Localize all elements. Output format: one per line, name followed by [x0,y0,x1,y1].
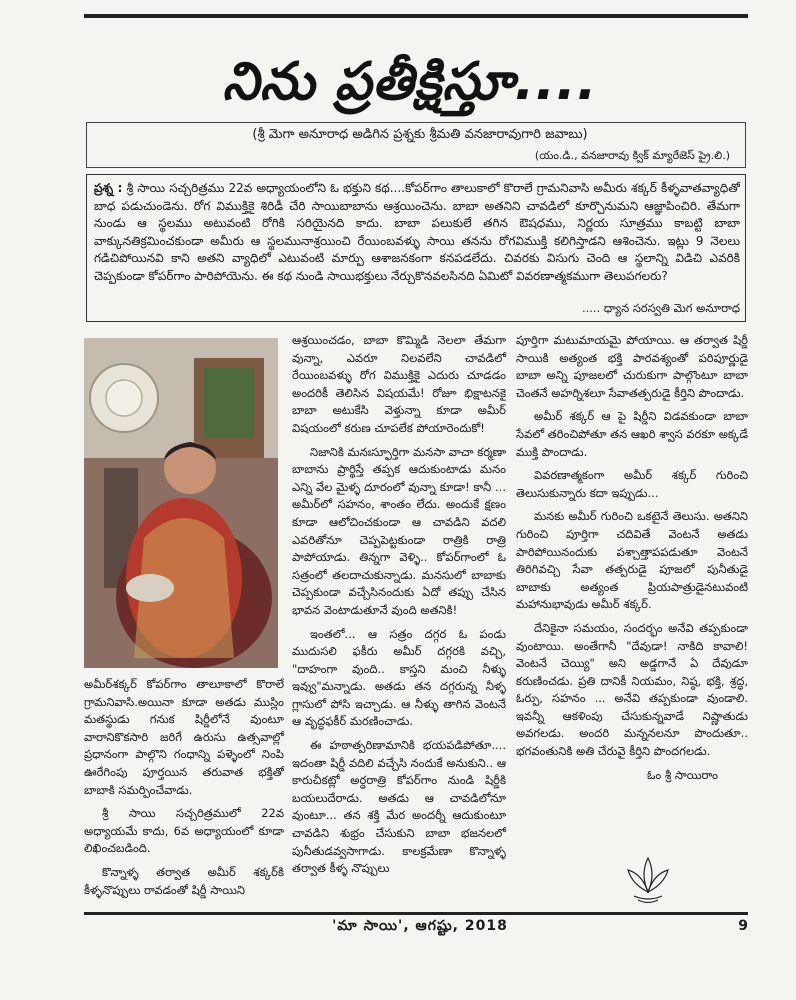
question-label: ప్రశ్న : [94,181,123,195]
paragraph: దేనికైనా సమయం, సందర్భం అనేవి తప్పకుండా వుంటాయి. అంతేగానీ "దేవుడా! నాకిది కావాలి! వెంటనే చెయ్యి" అని అడ్డగానే ఏ దేవుడూ కరుణించడు. ప్రతి దానికీ నియమం, నిష్ఠ, భక్తి, శ్రద్ధ, ఓర్పు, సహనం ... అనేవి తప్పకుండా వుండాలి. ఇవన్నీ ఆకళింపు చేసుకున్నవాడే నిష్ణాతుడు అవగలడు. అందరి మన్ననలనూ పొందుతూ.. భగవంతునికి అతి చేరువై కీర్తిని పొందగలడు. [516,620,748,759]
paragraph: పూర్తిగా మటుమాయమై పోయాయి. ఆ తర్వాత షిర్డీ సాయికి అత్యంత భక్తి పారవశ్యంతో పరిపూర్ణుడై బాబా అన్ని పూజలలో చురుకుగా పాల్గొంటూ బాబా చెంతనే అహర్నిశలూ సేవాతత్పరుడై కీర్తిని పొందాడు. [516,333,748,400]
middle-column [292,332,506,884]
paragraph: శ్రీ సాయి సచ్చరిత్రములో 22వ అధ్యాయమే కాదు, 6వ అధ్యాయంలో కూడా లిఖించబడింది. [84,806,284,856]
question-body: శ్రీ సాయి సచ్చరిత్రము 22వ అధ్యాయంలోని ఓ భక్తుని కథ....కోపర్‌గాం తాలుకాలో కొరాలే గ్రామనివాసి అమీరు శక్కర్ కీళ్ళవాతవ్యాధితో బాధ పడుచుండెను. రోగ విముక్తికై శిరిడీ చేరి సాయిబాబాను ఆశ్రయించెను. బాబా అతనిని చావడిలో కూర్చొనుమని ఆజ్ఞాపించిరి. తేమగా నుండు ఆ స్థలము అటువంటి రోగికి సరియైనది కాదు. బాబా పలుకులే తగిన ఔషధము, నిర్ణయ సూత్రము కాబట్టి బాబా వాక్కునతిక్రమించకుండా అమీరు ఆ స్థలమునాశ్రయించి రేయింబవళ్ళు సాయి తనను రోగవిముక్తి కలిగిస్తాడని ఆశించెను. ఇట్లు 9 నెలలు గడిచిపోయినవి కాని అతని వ్యాధిలో ఎటువంటి మార్పు ఆశాజనకంగా కనపడలేదు. చివరకు విసుగు చెంది ఆ స్థలాన్ని విడిచి ఎవరికి చెప్పకుండా కోపర్‌గాం పారిపోయెను. ఈ కథ నుండి సాయిభక్తులు నేర్చుకొనవలసినది ఏమిటో వివరణాత్మకముగా తెలుపగలరు? [94,181,740,283]
page-number: 9 [738,918,748,934]
left-column [84,676,284,905]
question-text [94,180,740,285]
question-asker: ..... ధ్యాన సరస్వతి మెగ అనూరాధ [581,301,740,315]
byline-subtitle: (యం.డి., వనజారావు క్విక్ మ్యారేజెస్ ప్రై.లి.) [534,149,730,162]
paragraph: అమీర్ శక్కర్ ఆ పై షిర్డీని విడవకుండా బాబా సేవలో తరించిపోతూ తన ఆఖరి శ్వాస వరకూ అక్కడే ముక్తి పొందాడు. [516,409,748,459]
paragraph: మనకు అమీర్ గురించి ఒకటైనే తెలుసు. అతనిని గురించి పూర్తిగా చదివితే వెంటనే అతడు పారిపోయినందుకు పశ్చాత్తాపపడుతూ వెంటనే తిరిగివచ్చి సేవా తత్పరుడై పూజలో పునీతుడై బాబాకు అత్యంత ప్రియపాత్రుడైనటువంటి మహానుభావుడు అమీర్ శక్కర్. [516,509,748,612]
paragraph: వివరణాత్మకంగా అమీర్ శక్కర్ గురించి తెలుసుకున్నారు కదా ఇప్పుడు... [516,468,748,500]
article-title: నిను ప్రతీక్షిస్తూ.... [222,52,598,112]
paragraph: అమీర్‌శక్కర్ కోపర్‌గాం తాలూకాలో కొరాలే గ్రామనివాసి.అయినా కూడా అతడు ముస్లిం మతస్థుడు గనుక షిర్డీలోనే వుంటూ వారానికొకసారి జరిగే ఉరుసు ఉత్సవాల్లో ప్రధానంగా పాల్గొని గంధాన్ని పళ్ళెంలో నింపి ఊరేగింపు పూర్తయిన తరువాత భక్తితో బాబాకి సమర్పించేవాడు. [84,677,284,797]
paragraph: ఈ హఠాత్పరిణామానికి భయపడిపోతూ.... ఇదంతా షిర్డీ వదిలి వచ్చేసి నందుకే అనుకుని.. ఆ కారుచీకట్లో అర్ధరాత్రి కోపర్‌గాం నుండి షిర్డీకి బయలుదేరాడు. అతడు ఆ చావడిలోనూ వుంటూ... తన శక్తి మేర అందర్నీ ఆదుకుంటూ చావడిని శుభ్రం చేసుకుని బాబా భజనలలో పునీతుడవ్వసాగాడు. కాలక్రమేణా కొన్నాళ్ళ తర్వాత కీళ్ళ నొప్పులు [292,738,506,876]
paragraph: ఆశ్రయించడం, బాబా కొమ్మిడి నెలలా తేమగా వున్నా, ఎవరూ నిలవలేని చావడిలో రేయింబవళ్ళు రోగ విముక్తికై ఎదురు చూడడం అందరికీ తెలిసిన విషయమే! రోజూ భిక్షాటనకై బాబా అటుకేసి వెళ్తున్నా కూడా అమీర్ విషయంలో కరుణ చూపలేక పోయారెందుకో! [292,333,506,435]
byline: (శ్రీ మెగా అనూరాధ అడిగిన ప్రశ్నకు శ్రీమతి వనజారావుగారి జవాబు) [252,127,588,142]
paragraph: నిజానికి మనఃస్ఫూర్తిగా మనసా వాచా కర్మణా బాబాను ప్రార్థిస్తే తప్పక ఆదుకుంటాడు మనం ఎన్ని వేల మైళ్ళ దూరంలో వున్నా కూడా! కానీ ... అమీర్‌లో సహనం, శాంతం లేదు. అందుకే క్షణం కూడా ఆలోచించకుండా ఆ చావడిని వదలి ఎవరితోనూ చెప్పపెట్టకుండా రాత్రికి రాత్రి పాపోయాడు. తిన్నగా వెళ్ళి.. కోపర్‌గాంలో ఓ సత్రంలో తలదాచుకున్నాడు. మనసులో బాబాకు చెప్పకుండా వచ్చేసినందుకు ఏదో తప్పు చేసిన భావన వెంటాడుతూనే వుంది అతనికి! [292,444,506,617]
right-column [516,332,748,790]
closing-salutation: ఓం శ్రీ సాయిరాం [647,767,718,782]
author-photo [84,338,278,668]
bottom-rule [84,912,748,915]
top-rule [84,14,748,18]
lotus-ornament-icon [618,848,678,908]
paragraph: కొన్నాళ్ళ తర్వాత అమీర్ శక్కర్‌కి కీళ్ళనొప్పులు రావడంతో షిర్డీ సాయిని [84,864,284,897]
paragraph: ఇంతలో... ఆ సత్రం దగ్గర ఓ పండు ముదుసలి ఫకీరు అమీర్ దగ్గరకి వచ్చి, "దాహంగా వుంది.. కాస్తని మంచి నీళ్ళు ఇవ్వు"మన్నాడు. అతడు తన దగ్గరున్న నీళ్ళ గ్లాసులో పోసి ఇచ్చాడు. ఆ నీళ్ళు తాగిన వెంటనే ఆ వృద్ధఫకీర్ మరణించాడు. [292,626,506,729]
magazine-footer: 'మా సాయి', ఆగష్టు, 2018 [332,918,508,934]
